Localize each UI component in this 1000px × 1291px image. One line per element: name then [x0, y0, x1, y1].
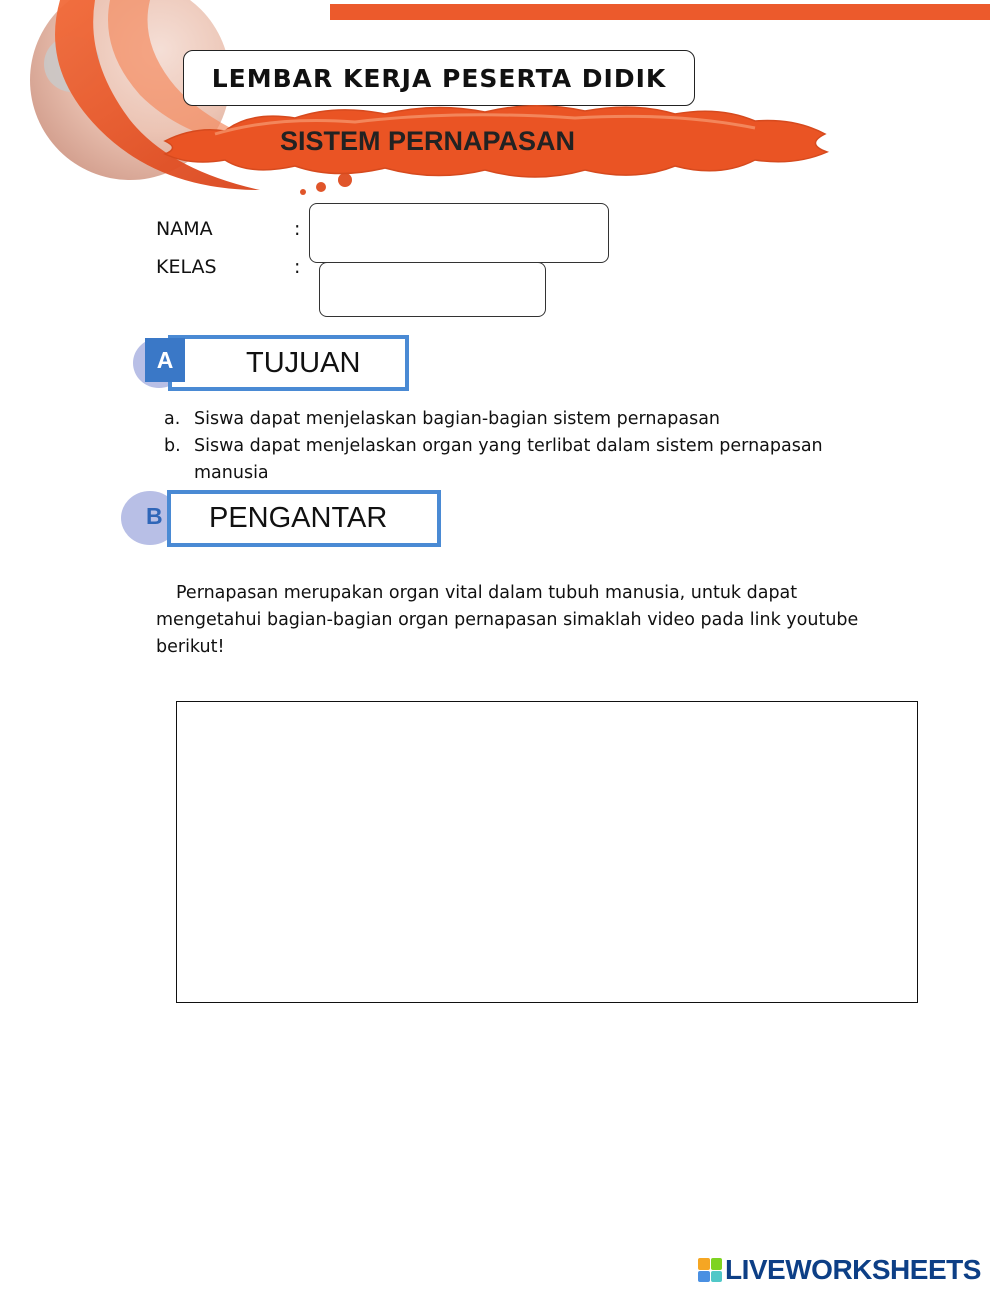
class-input[interactable]: [319, 262, 546, 317]
section-a-badge: A: [145, 338, 185, 382]
logo-square-e: [711, 1271, 723, 1283]
section-b-title: PENGANTAR: [209, 502, 388, 534]
liveworksheets-brand: LIVEWORKSHEETS: [725, 1254, 981, 1285]
class-label: KELAS: [156, 256, 217, 278]
logo-square-v: [698, 1271, 710, 1283]
objective-a-marker: a.: [164, 409, 181, 429]
objective-b-text-line1: Siswa dapat menjelaskan organ yang terlibat dalam sistem pernapasan: [194, 436, 823, 456]
class-colon: :: [294, 256, 301, 278]
section-a-header: [168, 335, 409, 391]
worksheet-subtitle: SISTEM PERNAPASAN: [279, 125, 576, 156]
video-embed-area[interactable]: [176, 701, 918, 1003]
header-accent-bar: [330, 4, 990, 20]
intro-paragraph-line3: berikut!: [156, 637, 225, 657]
name-input[interactable]: [309, 203, 609, 263]
worksheet-title: LEMBAR KERJA PESERTA DIDIK: [183, 50, 695, 106]
name-colon: :: [294, 218, 301, 240]
liveworksheets-icon: [698, 1258, 722, 1282]
objective-b-marker: b.: [164, 436, 181, 456]
intro-paragraph-line2: mengetahui bagian-bagian organ pernapasan simaklah video pada link youtube: [156, 610, 859, 630]
section-b-header: [167, 490, 441, 547]
objective-b-text-line2: manusia: [194, 463, 269, 483]
logo-square-l: [698, 1258, 710, 1270]
section-b-letter: B: [146, 503, 163, 529]
name-label: NAMA: [156, 218, 213, 240]
intro-paragraph-line1: Pernapasan merupakan organ vital dalam tubuh manusia, untuk dapat: [176, 583, 798, 603]
logo-square-i: [711, 1258, 723, 1270]
liveworksheets-logo[interactable]: [698, 1253, 981, 1287]
objective-a-text: Siswa dapat menjelaskan bagian-bagian sistem pernapasan: [194, 409, 721, 429]
section-a-title: TUJUAN: [246, 346, 361, 379]
